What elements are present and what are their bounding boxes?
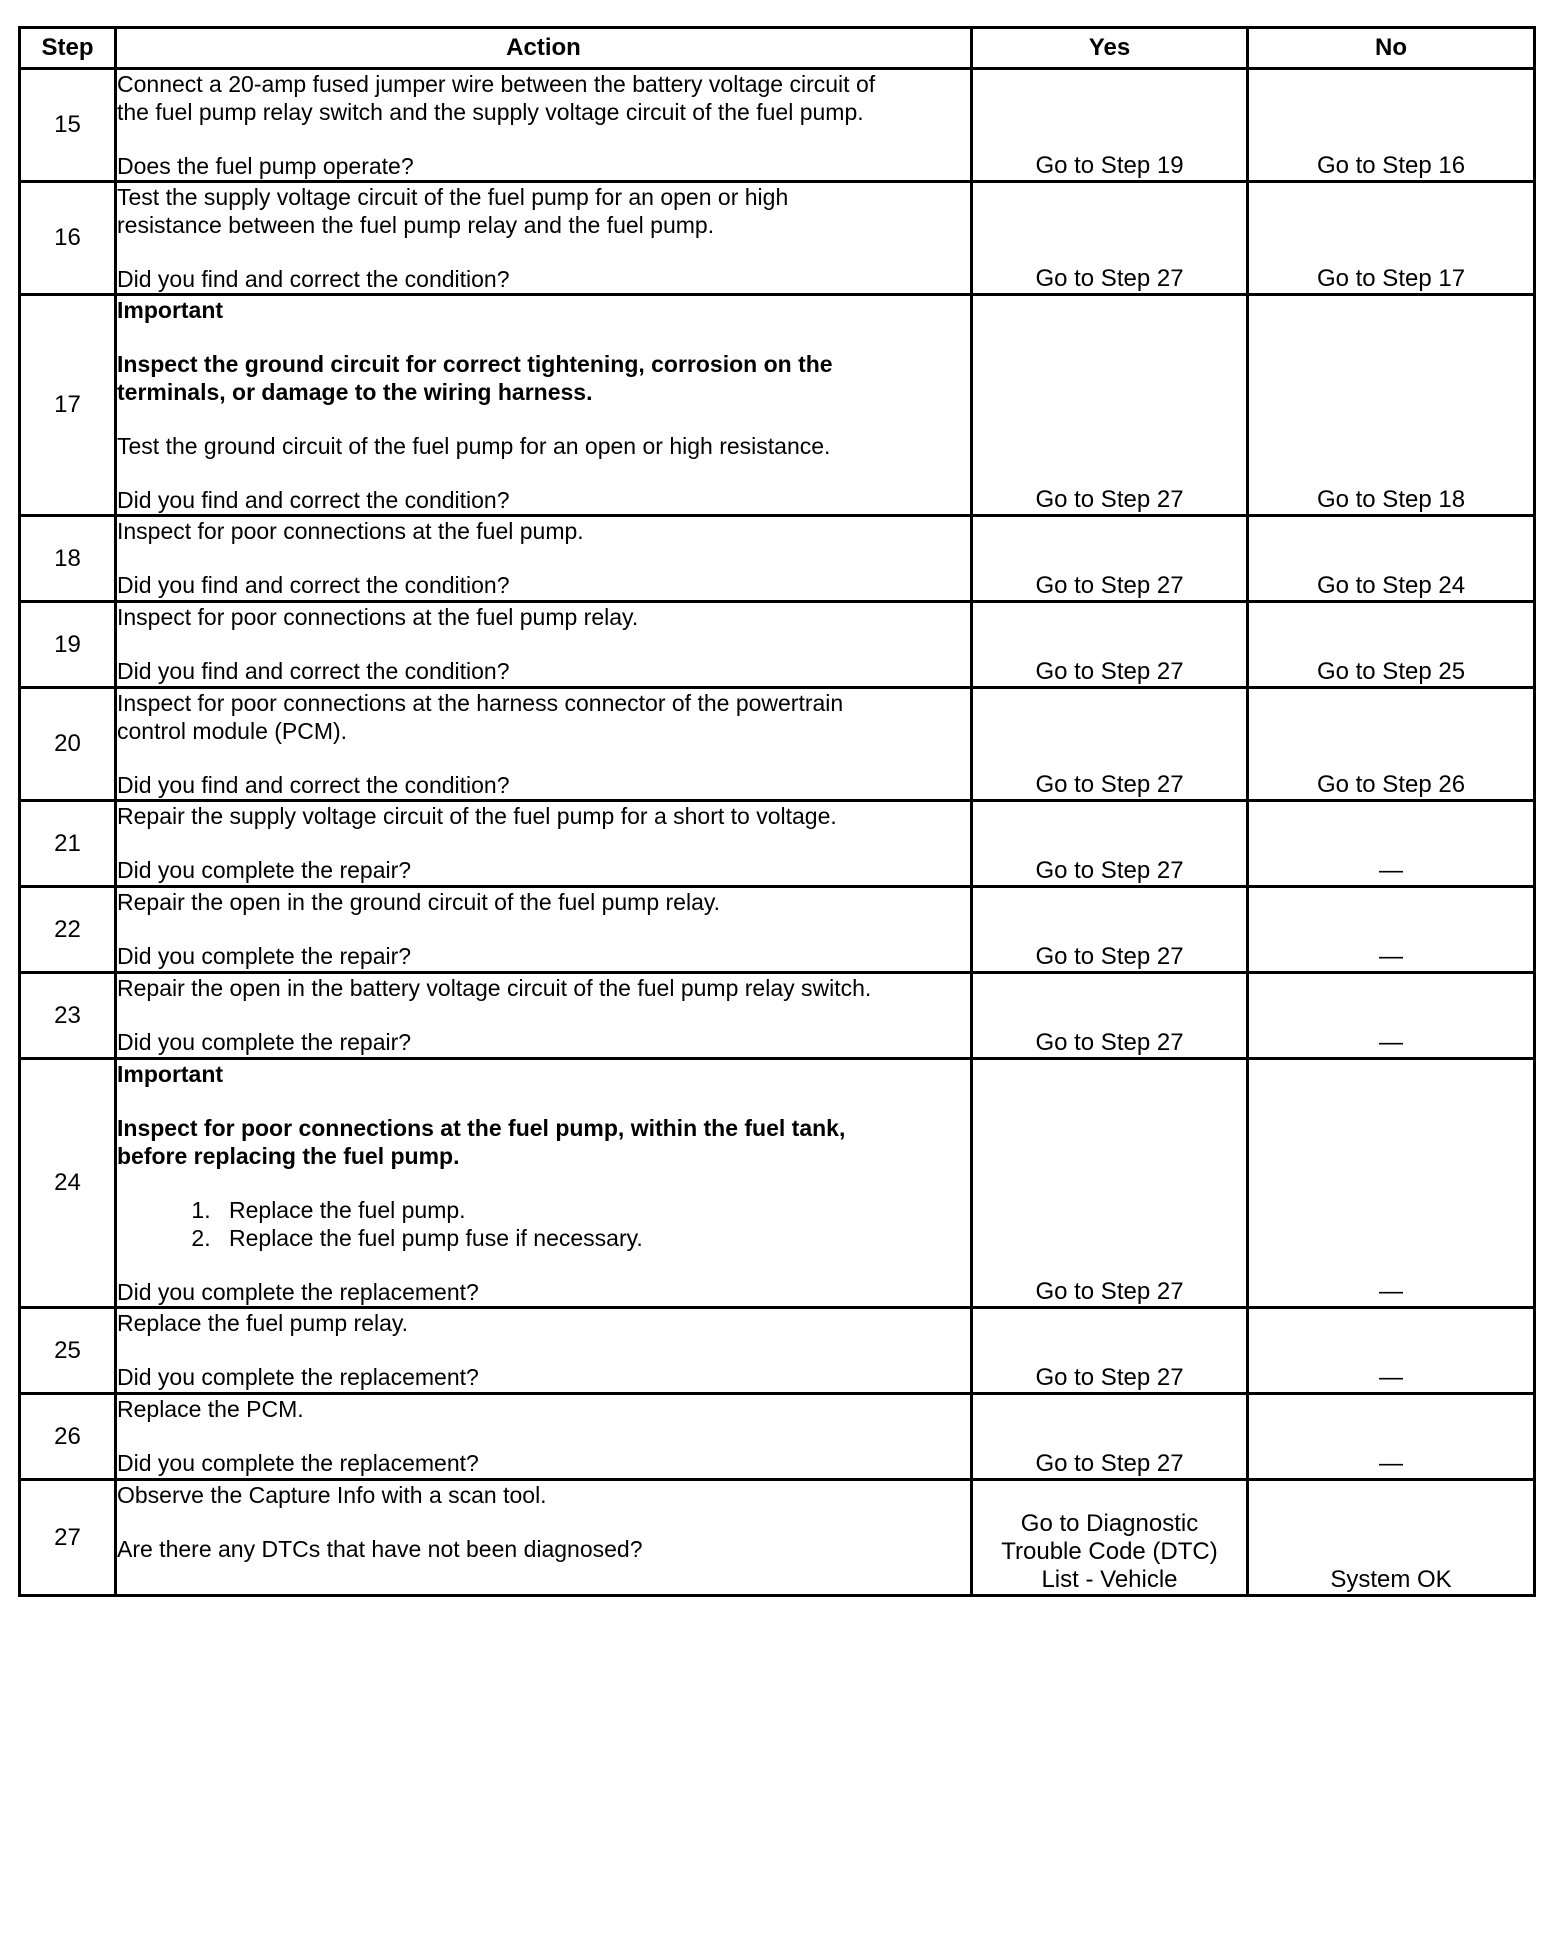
yes-result: Go to Step 27	[972, 801, 1248, 887]
step-number: 27	[20, 1480, 116, 1596]
yes-result: Go to Step 27	[972, 1059, 1248, 1308]
step-number: 23	[20, 973, 116, 1059]
action-question: Did you complete the replacement?	[117, 1279, 479, 1305]
step-row-21	[20, 801, 1535, 887]
action-cell	[116, 1308, 972, 1394]
action-cell	[116, 1394, 972, 1480]
action-instruction: Inspect for poor connections at the harness connector of the powertrain control module (PCM).	[117, 690, 844, 744]
important-note: Inspect the ground circuit for correct tightening, corrosion on the terminals, or damage to the wiring harness.	[117, 351, 833, 405]
step-number: 26	[20, 1394, 116, 1480]
step-number: 24	[20, 1059, 116, 1308]
action-instruction: Inspect for poor connections at the fuel pump relay.	[117, 604, 639, 630]
action-question: Did you find and correct the condition?	[117, 658, 510, 684]
no-result: —	[1248, 973, 1535, 1059]
no-result: Go to Step 17	[1248, 182, 1535, 295]
action-cell	[116, 516, 972, 602]
action-cell	[116, 973, 972, 1059]
yes-result: Go to Diagnostic Trouble Code (DTC) List - Vehicle	[972, 1480, 1248, 1596]
action-question: Did you find and correct the condition?	[117, 487, 510, 513]
no-result: —	[1248, 801, 1535, 887]
step-number: 25	[20, 1308, 116, 1394]
step-row-16	[20, 182, 1535, 295]
step-number: 20	[20, 688, 116, 801]
step-row-23	[20, 973, 1535, 1059]
action-cell	[116, 1480, 972, 1596]
no-result: Go to Step 26	[1248, 688, 1535, 801]
action-instruction: Connect a 20-amp fused jumper wire between the battery voltage circuit of the fuel pump relay switch and the supply voltage circuit of the fuel pump.	[117, 71, 876, 125]
no-result: Go to Step 16	[1248, 69, 1535, 182]
no-result: Go to Step 25	[1248, 602, 1535, 688]
action-question: Did you find and correct the condition?	[117, 572, 510, 598]
step-number: 21	[20, 801, 116, 887]
step-number: 19	[20, 602, 116, 688]
step-row-25	[20, 1308, 1535, 1394]
action-question: Did you complete the repair?	[117, 857, 412, 883]
yes-column-header: Yes	[972, 28, 1248, 69]
step-row-18	[20, 516, 1535, 602]
action-list-item: 1. Replace the fuel pump.	[217, 1196, 970, 1224]
action-instruction: Test the supply voltage circuit of the fuel pump for an open or high resistance between the fuel pump relay and the fuel pump.	[117, 184, 789, 238]
action-cell	[116, 182, 972, 295]
no-result: System OK	[1248, 1480, 1535, 1596]
action-cell	[116, 801, 972, 887]
no-result: —	[1248, 1308, 1535, 1394]
no-result: —	[1248, 887, 1535, 973]
action-instruction: Repair the supply voltage circuit of the fuel pump for a short to voltage.	[117, 803, 837, 829]
yes-result: Go to Step 27	[972, 688, 1248, 801]
action-instruction: Observe the Capture Info with a scan tool.	[117, 1482, 547, 1508]
step-row-17	[20, 295, 1535, 516]
important-note: Inspect for poor connections at the fuel pump, within the fuel tank, before replacing the fuel pump.	[117, 1115, 846, 1169]
action-cell	[116, 887, 972, 973]
action-question: Did you find and correct the condition?	[117, 772, 510, 798]
step-number: 16	[20, 182, 116, 295]
yes-result: Go to Step 27	[972, 1308, 1248, 1394]
step-row-20	[20, 688, 1535, 801]
action-instruction: Inspect for poor connections at the fuel pump.	[117, 518, 584, 544]
diagnostic-table	[18, 26, 1536, 1597]
yes-result: Go to Step 27	[972, 973, 1248, 1059]
action-instruction: Replace the fuel pump relay.	[117, 1310, 409, 1336]
no-column-header: No	[1248, 28, 1535, 69]
action-question: Did you find and correct the condition?	[117, 266, 510, 292]
no-result: Go to Step 24	[1248, 516, 1535, 602]
action-instruction: Repair the open in the ground circuit of the fuel pump relay.	[117, 889, 721, 915]
no-result: —	[1248, 1059, 1535, 1308]
action-question: Did you complete the repair?	[117, 943, 412, 969]
step-row-15	[20, 69, 1535, 182]
action-numbered-list	[117, 1196, 970, 1252]
step-number: 22	[20, 887, 116, 973]
yes-result: Go to Step 27	[972, 182, 1248, 295]
action-cell	[116, 602, 972, 688]
step-number: 18	[20, 516, 116, 602]
important-label: Important	[117, 297, 224, 323]
action-instruction: Repair the open in the battery voltage circuit of the fuel pump relay switch.	[117, 975, 872, 1001]
step-row-26	[20, 1394, 1535, 1480]
step-column-header: Step	[20, 28, 116, 69]
header-row	[20, 28, 1535, 69]
yes-result: Go to Step 27	[972, 1394, 1248, 1480]
action-question: Are there any DTCs that have not been diagnosed?	[117, 1536, 643, 1562]
step-row-22	[20, 887, 1535, 973]
yes-result: Go to Step 27	[972, 887, 1248, 973]
action-cell	[116, 295, 972, 516]
no-result: —	[1248, 1394, 1535, 1480]
step-row-19	[20, 602, 1535, 688]
yes-result: Go to Step 27	[972, 295, 1248, 516]
step-row-27	[20, 1480, 1535, 1596]
important-label: Important	[117, 1061, 224, 1087]
yes-result: Go to Step 19	[972, 69, 1248, 182]
step-number: 17	[20, 295, 116, 516]
action-column-header: Action	[116, 28, 972, 69]
action-question: Did you complete the replacement?	[117, 1450, 479, 1476]
yes-result: Go to Step 27	[972, 516, 1248, 602]
yes-result: Go to Step 27	[972, 602, 1248, 688]
action-instruction: Test the ground circuit of the fuel pump for an open or high resistance.	[117, 433, 831, 459]
action-cell	[116, 69, 972, 182]
action-question: Did you complete the repair?	[117, 1029, 412, 1055]
step-row-24	[20, 1059, 1535, 1308]
action-cell	[116, 1059, 972, 1308]
action-instruction: Replace the PCM.	[117, 1396, 304, 1422]
action-list-item: 2. Replace the fuel pump fuse if necessary.	[217, 1224, 970, 1252]
step-number: 15	[20, 69, 116, 182]
action-question: Does the fuel pump operate?	[117, 153, 414, 179]
no-result: Go to Step 18	[1248, 295, 1535, 516]
action-cell	[116, 688, 972, 801]
action-question: Did you complete the replacement?	[117, 1364, 479, 1390]
